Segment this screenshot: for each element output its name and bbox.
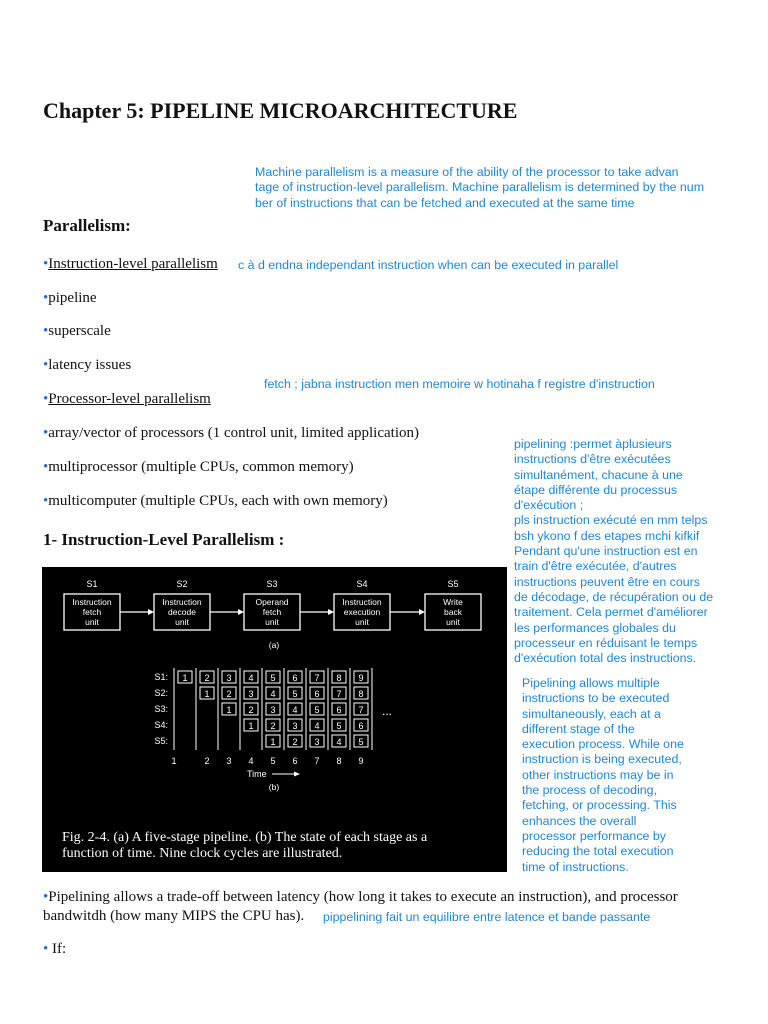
note-line: ber of instructions that can be fetched and executed at the same time [255,195,635,210]
figure-caption: Fig. 2-4. (a) A five-stage pipeline. (b) The state of each stage as a [62,830,428,845]
instruction-number: 1 [204,689,210,699]
item-multicomputer [43,493,388,510]
row-label: S1: [154,672,168,682]
note-line: enhances the overall [522,813,637,828]
note-line: traitement. Cela permet d'améliorer [514,605,708,620]
instruction-number: 4 [292,705,298,715]
item-array-vector [43,425,419,442]
stage-box-label: fetch [262,607,282,617]
time-tick: 9 [358,756,364,766]
pipeline-figure-svg [42,567,507,872]
instruction-number: 3 [292,721,298,731]
item-label: pipeline [48,290,97,306]
stage-box-label: unit [85,617,99,627]
instruction-number: 4 [248,673,254,683]
stage-box-label: Instruction [162,597,202,607]
bullet: • [43,256,49,272]
note-line: bsh ykono f des etapes mchi kifkif [514,528,700,543]
instruction-number: 7 [314,673,320,683]
time-tick: 3 [226,756,232,766]
if-label: If: [48,941,67,957]
bullet: • [43,459,49,475]
note-line: train d'être exécutée, d'autres [514,559,677,574]
note-line: simultaneously, each at a [522,706,661,721]
tradeoff-line-1 [43,888,678,907]
bullet: • [43,493,49,509]
instruction-number: 8 [336,673,342,683]
note-line: time of instructions. [522,859,629,874]
note-line: les performances globales du [514,620,676,635]
time-arrowhead [294,772,300,777]
pipeline-figure [42,567,507,872]
note-line: Pipelining allows multiple [522,676,660,690]
note-line: processor performance by [522,828,666,843]
instruction-number: 5 [336,721,342,731]
stage-id-label: S2 [176,579,188,589]
stage-box-label: unit [355,617,369,627]
item-processor-level-parallelism [43,391,211,408]
tradeoff-text: Pipelining allows a trade-off between latency (how long it takes to execute an instruction), and processor [48,889,678,905]
part-b-label: (b) [268,782,280,792]
instruction-number: 5 [292,689,298,699]
note-line: fetching, or processing. This [522,798,677,813]
instruction-number: 1 [248,721,254,731]
stage-box-label: decode [168,607,196,617]
item-label: multicomputer (multiple CPUs, each with own memory) [48,493,388,509]
instruction-number: 1 [182,673,188,683]
time-tick: 5 [270,756,276,766]
row-label: S5: [154,736,168,746]
instruction-number: 2 [248,705,254,715]
note-line: pls instruction exécuté en mm telps [514,513,708,528]
note-line: de décodage, de récupération ou de [514,589,714,604]
instruction-number: 4 [314,721,320,731]
figure-caption: function of time. Nine clock cycles are illustrated. [62,846,343,861]
instruction-number: 6 [292,673,298,683]
stage-box-label: unit [446,617,460,627]
item-label: latency issues [48,357,132,373]
stage-box-label: execution [343,607,381,617]
part-a-label: (a) [268,640,280,650]
instruction-number: 6 [336,705,342,715]
note-pipelining-en [522,676,684,875]
instruction-number: 6 [358,721,364,731]
instruction-number: 3 [314,737,320,747]
stage-id-label: S1 [86,579,98,589]
stage-box-label: Write [443,597,463,607]
row-label: S3: [154,704,168,714]
item-label: Instruction-level parallelism [48,256,218,272]
instruction-number: 2 [292,737,298,747]
note-line: different stage of the [522,721,635,736]
ellipsis: ... [382,704,393,718]
note-line: Machine parallelism is a measure of the ability of the processor to take advan [255,165,679,179]
note-line: simultanément, chacune à une [514,467,683,482]
item-label: Processor-level parallelism [48,391,211,407]
item-instruction-level-parallelism [43,256,218,273]
instruction-number: 1 [270,737,276,747]
instruction-number: 4 [336,737,342,747]
stage-box-label: fetch [82,607,102,617]
stage-box-label: Operand [255,597,289,607]
bullet: • [43,290,49,306]
time-tick: 2 [204,756,210,766]
stage-arrowhead [328,609,334,615]
instruction-number: 7 [336,689,342,699]
instruction-number: 5 [270,673,276,683]
note-line: pipelining :permet àplusieurs [514,437,672,451]
note-line: étape différente du processus [514,482,678,497]
row-label: S4: [154,720,168,730]
stage-id-label: S4 [356,579,368,589]
tradeoff-line-2: bandwitdh (how many MIPS the CPU has). [43,908,305,924]
note-line: processeur en réduisant le temps [514,635,698,650]
time-tick: 6 [292,756,298,766]
time-tick: 1 [171,756,177,766]
bullet: • [43,391,49,407]
time-tick: 8 [336,756,342,766]
note-line: the process of decoding, [522,783,658,798]
item-if [43,940,66,959]
note-line: other instructions may be in [522,767,674,782]
note-fetch: fetch ; jabna instruction men memoire w hotinaha f registre d'instruction [264,377,655,391]
instruction-number: 3 [248,689,254,699]
note-machine-parallelism [255,165,704,211]
time-label: Time [247,769,267,779]
instruction-number: 5 [314,705,320,715]
note-line: instructions peuvent être en cours [514,574,700,589]
section1-heading: 1- Instruction-Level Parallelism : [43,530,285,549]
item-pipeline [43,290,97,307]
instruction-number: 1 [226,705,232,715]
instruction-number: 5 [358,737,364,747]
stage-box-label: unit [175,617,189,627]
note-line: Pendant qu'une instruction est en [514,544,698,559]
instruction-number: 6 [314,689,320,699]
stage-box-label: Instruction [342,597,382,607]
page-title: Chapter 5: PIPELINE MICROARCHITECTURE [43,98,518,123]
note-pipelining-fr [514,437,713,666]
instruction-number: 2 [204,673,210,683]
time-tick: 4 [248,756,254,766]
stage-box-label: back [444,607,462,617]
row-label: S2: [154,688,168,698]
stage-id-label: S3 [266,579,278,589]
note-line: execution process. While one [522,737,684,752]
stage-arrowhead [419,609,425,615]
note-line: instructions d'être exécutées [514,452,671,467]
note-tradeoff: pippelining fait un equilibre entre latence et bande passante [323,910,651,924]
item-superscale [43,323,111,340]
note-line: d'exécution ; [514,498,584,513]
item-label: multiprocessor (multiple CPUs, common memory) [48,459,354,475]
note-line: instructions to be executed [522,691,670,706]
bullet: • [43,889,49,905]
instruction-number: 3 [270,705,276,715]
instruction-number: 2 [270,721,276,731]
stage-id-label: S5 [447,579,459,589]
item-label: array/vector of processors (1 control unit, limited application) [48,425,419,441]
instruction-number: 7 [358,705,364,715]
note-line: d'exécution total des instructions. [514,651,697,666]
instruction-number: 4 [270,689,276,699]
stage-arrowhead [148,609,154,615]
bullet: • [43,425,49,441]
instruction-number: 8 [358,689,364,699]
stage-box-label: unit [265,617,279,627]
bullet: • [43,323,49,339]
instruction-number: 9 [358,673,364,683]
stage-box-label: Instruction [72,597,112,607]
item-label: superscale [48,323,111,339]
bullet: • [43,941,49,957]
bullet: • [43,357,49,373]
note-line: tage of instruction-level parallelism. Machine parallelism is determined by the num [255,180,705,195]
instruction-number: 3 [226,673,232,683]
time-tick: 7 [314,756,320,766]
note-line: instruction is being executed, [522,752,682,767]
item-latency-issues [43,357,131,374]
note-line: reducing the total execution [522,844,674,859]
instruction-number: 2 [226,689,232,699]
parallelism-heading: Parallelism: [43,216,131,235]
note-ilp: c à d endna independant instruction when can be executed in parallel [238,258,619,272]
stage-arrowhead [238,609,244,615]
item-multiprocessor [43,459,354,476]
